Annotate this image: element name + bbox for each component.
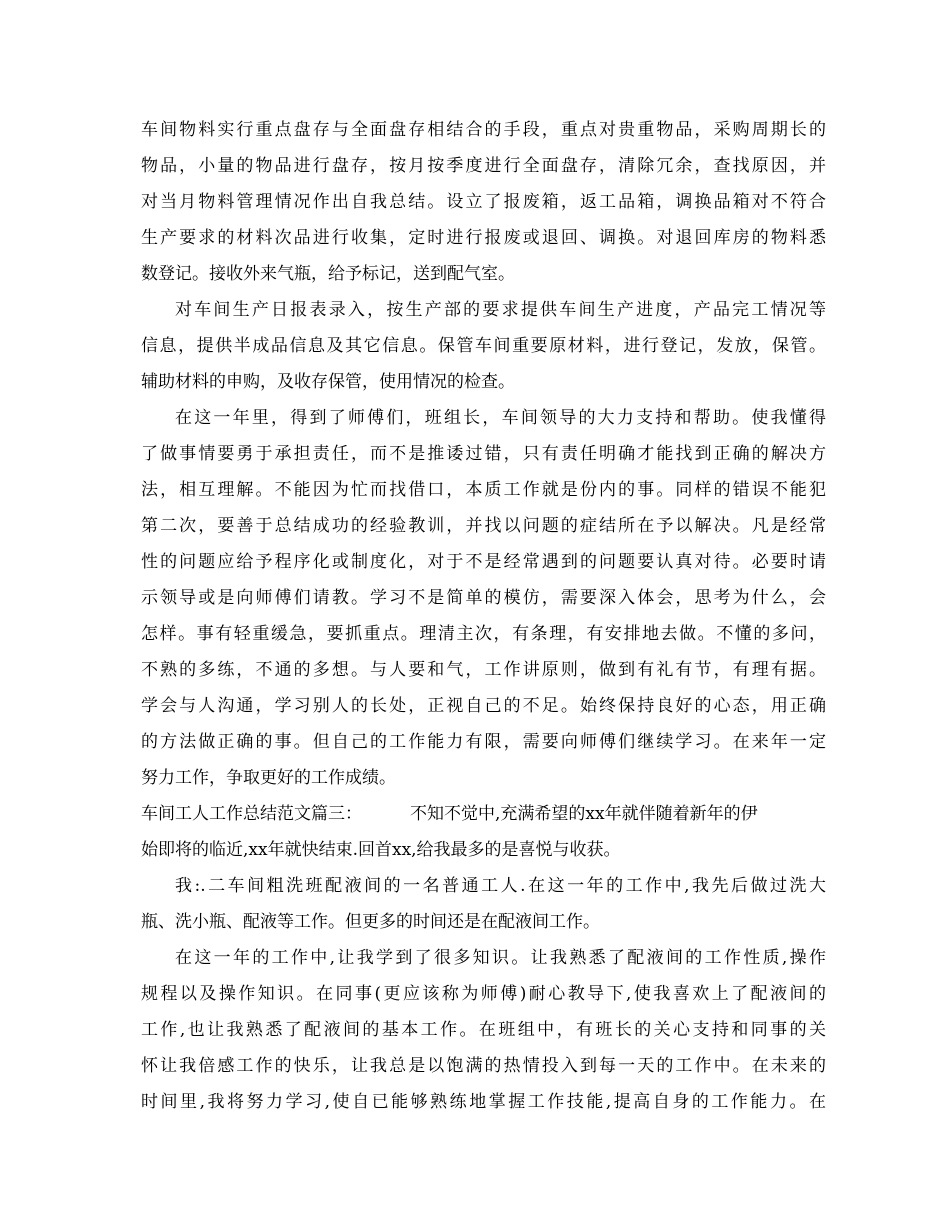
text-line: 时间里,我将努力学习,使自已能够熟练地掌握工作技能,提高自身的工作能力。在: [141, 1092, 826, 1112]
text-line: 学会与人沟通，学习别人的长处，正视自己的不足。始终保持良好的心态，用正确: [141, 696, 826, 716]
text-line: 对车间生产日报表录入，按生产部的要求提供车间生产进度，产品完工情况等: [175, 300, 826, 320]
text-line: 规程以及操作知识。在同事(更应该称为师傅)耐心教导下,使我喜欢上了配液间的: [141, 984, 826, 1004]
text-line: 车间物料实行重点盘存与全面盘存相结合的手段，重点对贵重物品，采购周期长的: [141, 120, 826, 140]
text-line: 始即将的临近,xx年就快结束.回首xx,给我最多的是喜悦与收获。: [141, 840, 621, 860]
text-line: 在这一年里，得到了师傅们，班组长，车间领导的大力支持和帮助。使我懂得: [175, 408, 826, 428]
text-line: 了做事情要勇于承担责任，而不是推诿过错，只有责任明确才能找到正确的解决方: [141, 444, 826, 464]
text-line: 法，相互理解。不能因为忙而找借口，本质工作就是份内的事。同样的错误不能犯: [141, 480, 826, 500]
text-line: 我:.二车间粗洗班配液间的一名普通工人.在这一年的工作中,我先后做过洗大: [175, 876, 826, 896]
text-line: 工作,也让我熟悉了配液间的基本工作。在班组中，有班长的关心支持和同事的关: [141, 1020, 826, 1040]
text-line: 不熟的多练，不通的多想。与人要和气，工作讲原则，做到有礼有节，有理有据。: [141, 660, 826, 680]
text-line: 的方法做正确的事。但自己的工作能力有限，需要向师傅们继续学习。在来年一定: [141, 732, 826, 752]
text-line: 数登记。接收外来气瓶，给予标记，送到配气室。: [141, 264, 515, 284]
text-line: 第二次，要善于总结成功的经验教训，并找以问题的症结所在予以解决。凡是经常: [141, 516, 826, 536]
text-line: 示领导或是向师傅们请教。学习不是简单的模仿，需要深入体会，思考为什么，会: [141, 588, 826, 608]
text-line: 怀让我倍感工作的快乐，让我总是以饱满的热情投入到每一天的工作中。在未来的: [141, 1056, 826, 1076]
text-line: 努力工作，争取更好的工作成绩。: [141, 768, 396, 788]
section-heading: 车间工人工作总结范文篇三：: [141, 804, 362, 824]
text-line: 性的问题应给予程序化或制度化，对于不是经常遇到的问题要认真对待。必要时请: [141, 552, 826, 572]
text-line: 瓶、洗小瓶、配液等工作。但更多的时间还是在配液间工作。: [141, 912, 600, 932]
text-line: 对当月物料管理情况作出自我总结。设立了报废箱，返工品箱，调换品箱对不符合: [141, 192, 826, 212]
text-line: 在这一年的工作中,让我学到了很多知识。让我熟悉了配液间的工作性质,操作: [175, 948, 826, 968]
text-line: 信息，提供半成品信息及其它信息。保管车间重要原材料，进行登记，发放，保管。: [141, 336, 826, 356]
section-heading-line: [141, 796, 826, 832]
text-line: 生产要求的材料次品进行收集，定时进行报废或退回、调换。对退回库房的物料悉: [141, 228, 826, 248]
text-line: 怎样。事有轻重缓急，要抓重点。理清主次，有条理，有安排地去做。不懂的多问，: [141, 624, 826, 644]
text-line: 辅助材料的申购，及收存保管，使用情况的检查。: [141, 372, 515, 392]
text-line: 物品，小量的物品进行盘存，按月按季度进行全面盘存，清除冗余，查找原因，并: [141, 156, 826, 176]
section-opening-text: 不知不觉中,充满希望的xx年就伴随着新年的伊: [410, 804, 758, 824]
document-body: [141, 112, 826, 1120]
